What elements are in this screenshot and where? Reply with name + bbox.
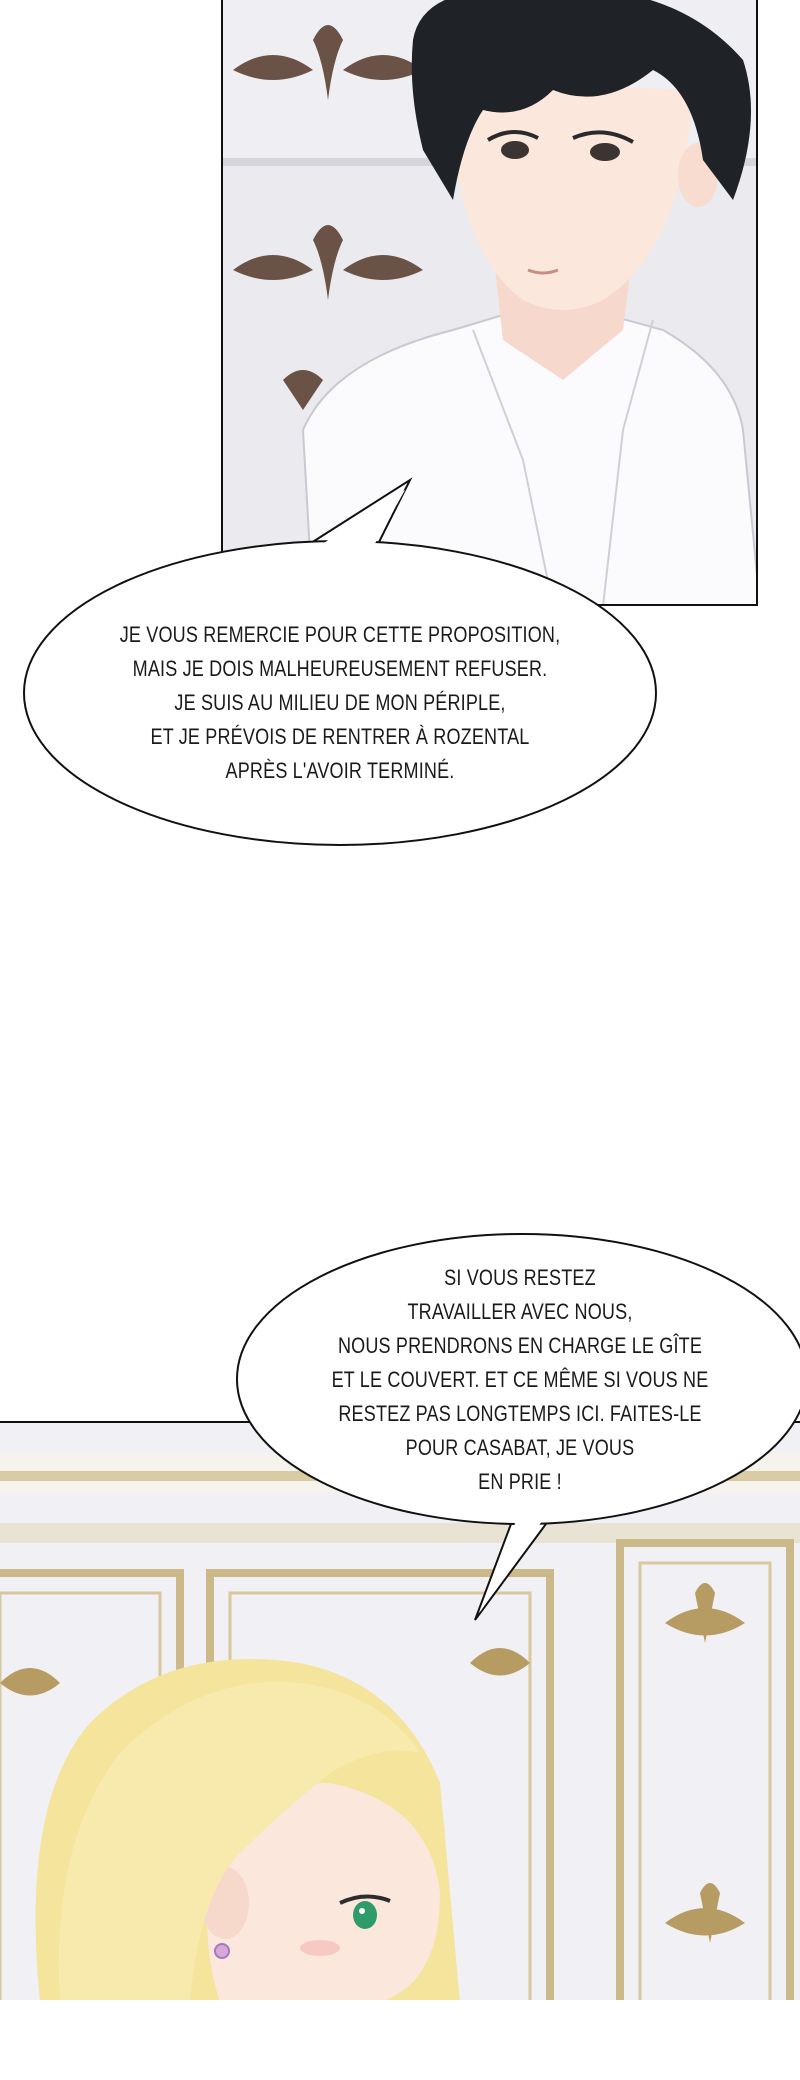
bubble-line: EN PRIE !: [478, 1469, 562, 1494]
bubble-line: JE SUIS AU MILIEU DE MON PÉRIPLE,: [174, 690, 506, 715]
speech-bubble-1-text: [94, 618, 586, 788]
bubble-line: JE VOUS REMERCIE POUR CETTE PROPOSITION,: [119, 622, 561, 647]
speech-bubble-2-text: [307, 1261, 733, 1499]
bubble-line: SI VOUS RESTEZ: [444, 1265, 596, 1290]
bubble-line: POUR CASABAT, JE VOUS: [405, 1435, 635, 1460]
bubble-line: NOUS PRENDRONS EN CHARGE LE GÎTE: [337, 1333, 703, 1358]
bubble-line: ET JE PRÉVOIS DE RENTRER À ROZENTAL: [150, 724, 530, 749]
bubble-line: TRAVAILLER AVEC NOUS,: [407, 1299, 633, 1324]
bubble-line: APRÈS L'AVOIR TERMINÉ.: [225, 758, 455, 783]
bubble-line: RESTEZ PAS LONGTEMPS ICI. FAITES-LE: [338, 1401, 702, 1426]
bubble-line: MAIS JE DOIS MALHEUREUSEMENT REFUSER.: [132, 656, 548, 681]
bubble-line: ET LE COUVERT. ET CE MÊME SI VOUS NE: [331, 1367, 709, 1392]
